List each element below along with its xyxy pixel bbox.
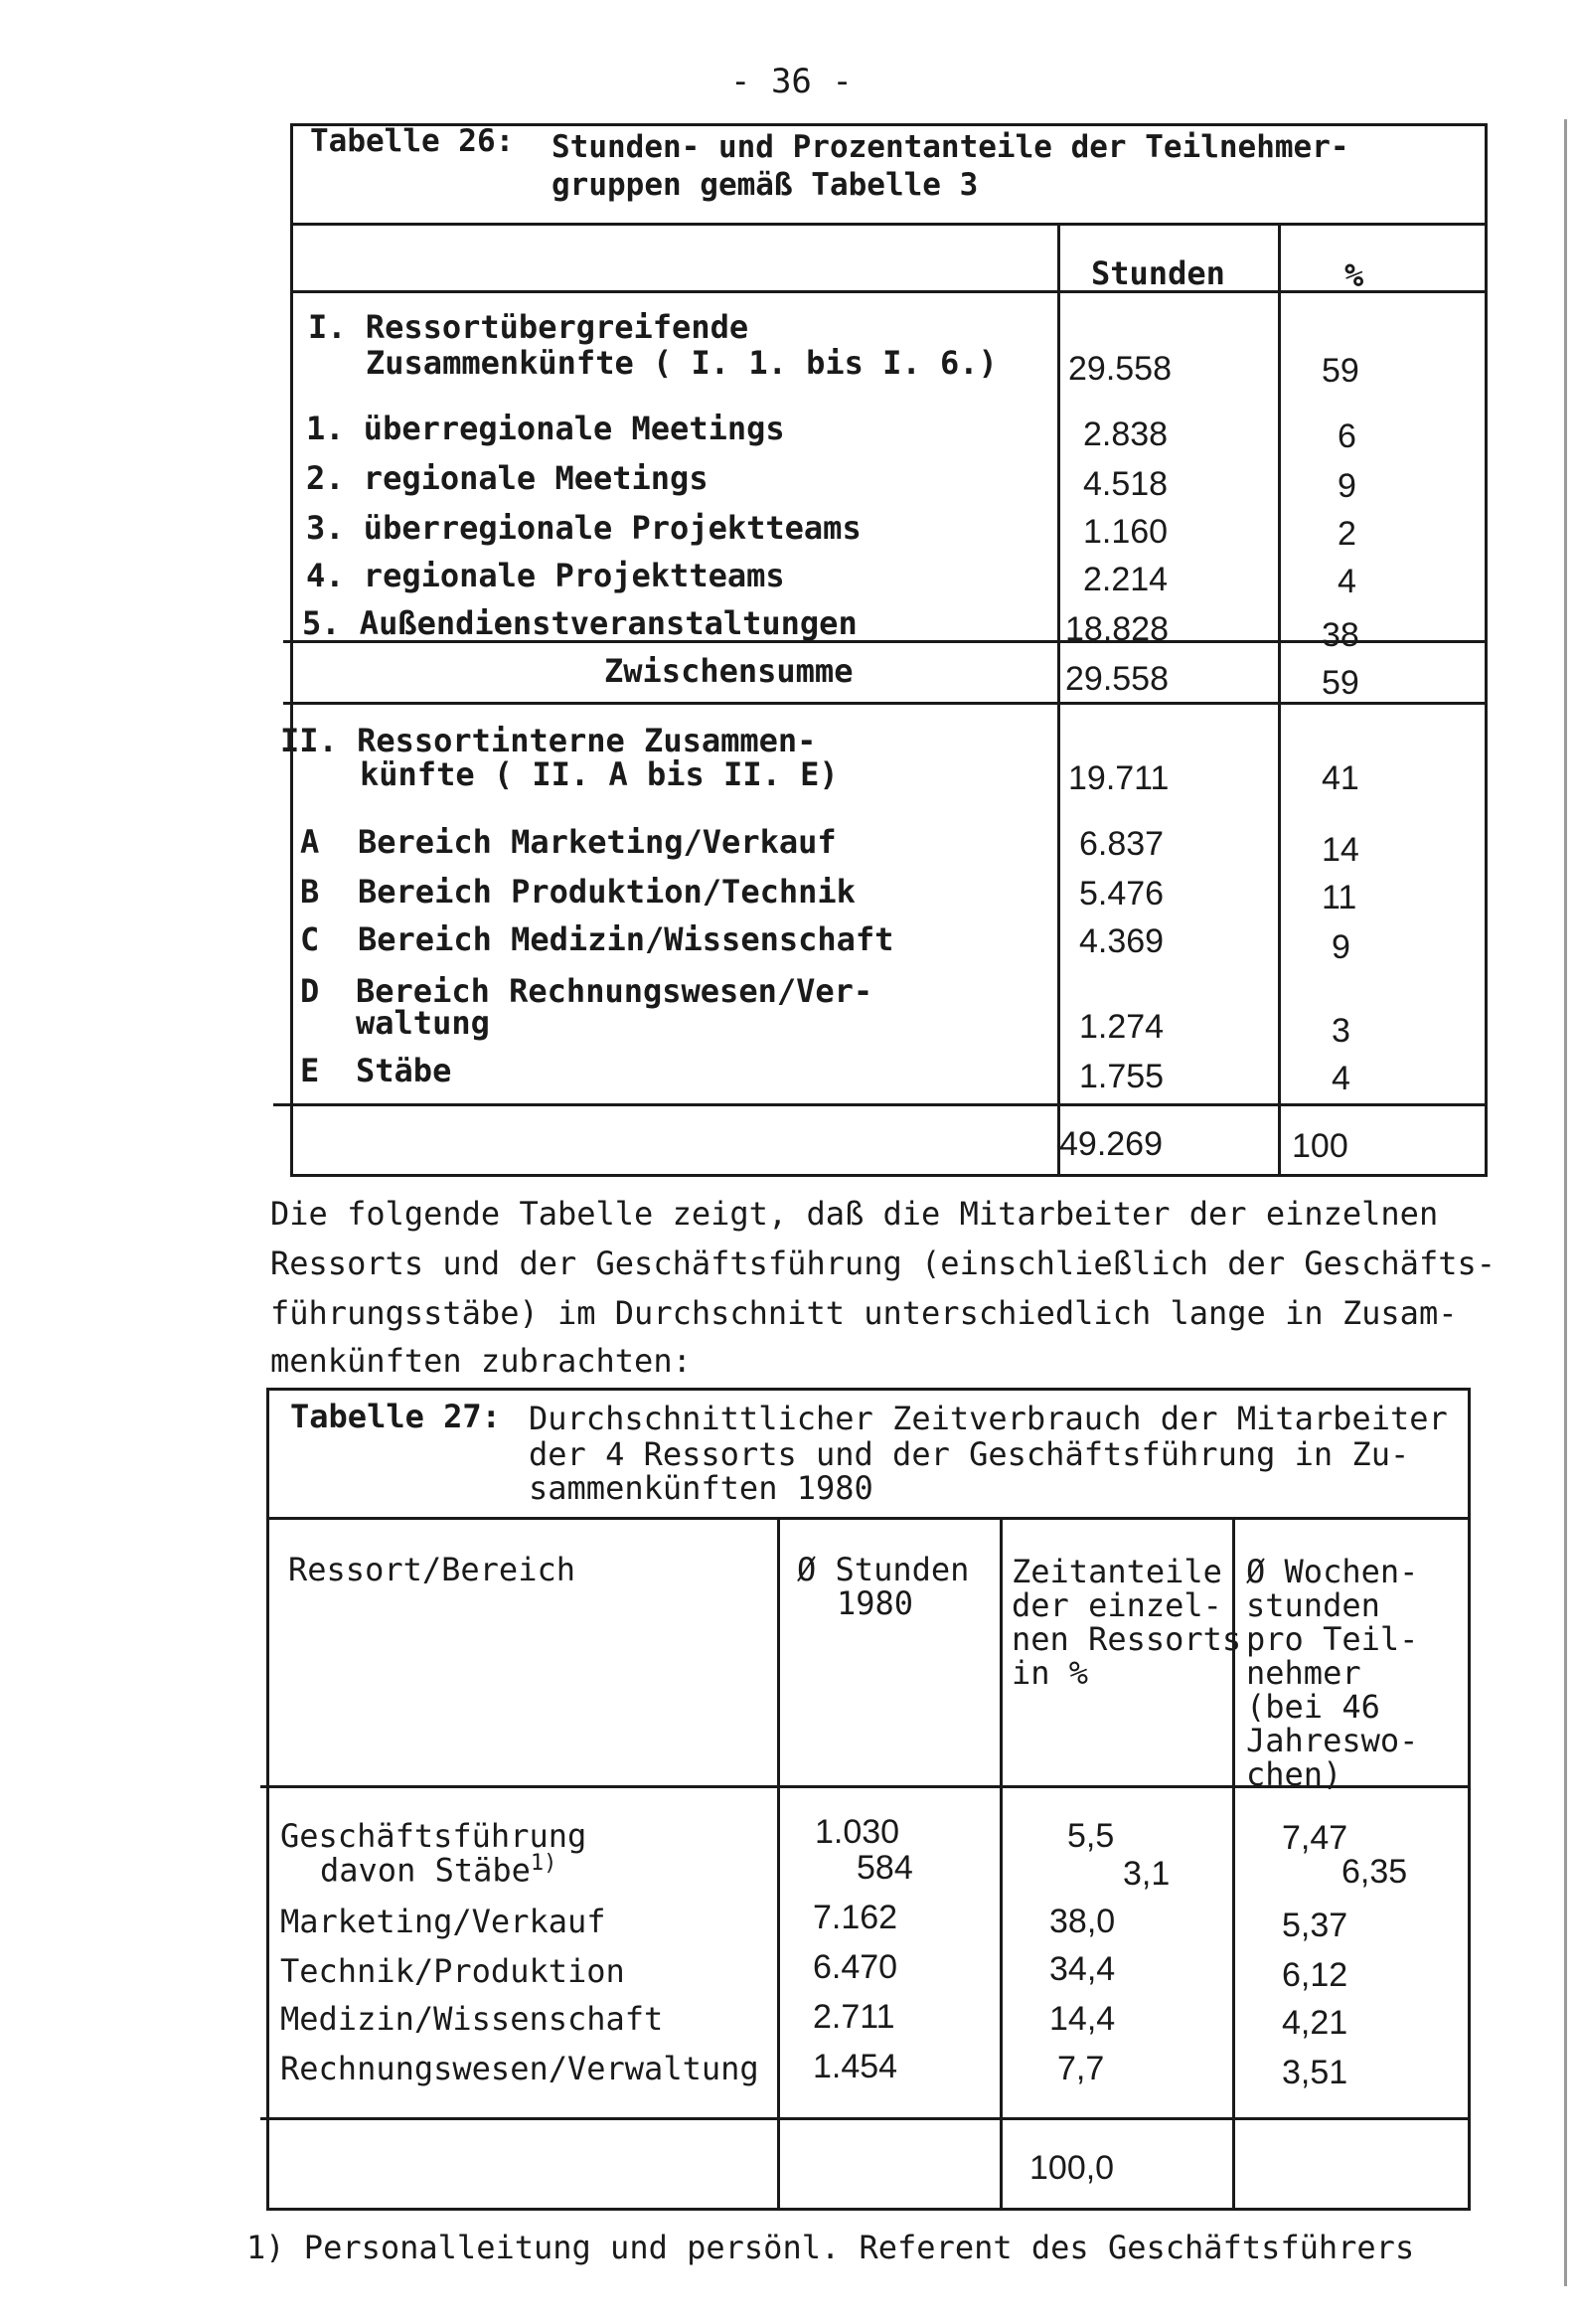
table-26-row-label: 5. Außendienstveranstaltungen (302, 604, 858, 642)
table-26-caption-label: Tabelle 26: (310, 123, 515, 159)
table-27-header-weekly: Ø Wochen- (1246, 1553, 1419, 1590)
table-26-row-hours: 6.837 (1079, 825, 1165, 863)
table-26-row-hours: 1.755 (1079, 1058, 1165, 1095)
table-26-row-percent: 4 (1332, 1060, 1350, 1097)
table-27-header-share: der einzel- (1012, 1586, 1222, 1624)
table-26-group-1-label-cont: Zusammenkünfte ( I. 1. bis I. 6.) (366, 344, 998, 382)
table-27-col-rule-1 (777, 1517, 780, 2211)
table-27-row-label: Technik/Produktion (280, 1952, 625, 1990)
table-27-row-share: 14,4 (1049, 2000, 1116, 2038)
table-26-col-rule-1 (1057, 223, 1060, 1177)
table-27-row-hours: 2.711 (813, 1998, 895, 2036)
footnote: 1) Personalleitung und persönl. Referent des Geschäftsführers (246, 2229, 1415, 2266)
table-26-subtotal-bottom-rule (283, 702, 1488, 705)
table-27-header-weekly: stunden (1246, 1586, 1380, 1624)
table-27-row-weekly: 6,35 (1341, 1853, 1408, 1891)
table-26-col-rule-2 (1278, 223, 1281, 1177)
table-27-row-weekly: 5,37 (1282, 1907, 1348, 1944)
table-27-col-rule-2 (1000, 1517, 1003, 2211)
table-26-group-1-label: I. Ressortübergreifende (308, 308, 749, 346)
table-26-subtotal-hours: 29.558 (1065, 660, 1169, 698)
table-27-caption-rule (266, 1517, 1471, 1520)
table-26-group-2-label-cont: künfte ( II. A bis II. E) (360, 755, 839, 793)
table-27-row-label: Medizin/Wissenschaft (280, 2000, 664, 2038)
table-26-row-key: D (300, 972, 320, 1010)
table-27-header-share: in % (1012, 1654, 1089, 1692)
table-26-row-hours: 5.476 (1079, 875, 1165, 913)
table-27-row-share: 34,4 (1049, 1950, 1116, 1988)
table-27-row-hours: 1.454 (813, 2048, 898, 2085)
table-26-header-hours: Stunden (1091, 254, 1225, 292)
table-27-row-weekly: 6,12 (1282, 1956, 1348, 1994)
table-26-caption-rule (290, 223, 1488, 226)
table-26-caption-line-2: gruppen gemäß Tabelle 3 (552, 167, 979, 203)
table-26-row-key: C (300, 920, 320, 958)
table-26-row-label: 2. regionale Meetings (306, 459, 709, 497)
table-27-row-label (320, 1851, 556, 1890)
table-26-row-label: Bereich Marketing/Verkauf (358, 823, 837, 861)
paragraph-line: führungsstäbe) im Durchschnitt unterschiedlich lange in Zusam- (270, 1294, 1458, 1332)
table-26-group-2-label: II. Ressortinterne Zusammen- (280, 722, 817, 759)
scan-edge (1564, 119, 1567, 2286)
table-26-row-percent: 3 (1332, 1012, 1350, 1050)
table-26-row-label: 3. überregionale Projektteams (306, 509, 862, 547)
table-26-row-percent: 14 (1322, 831, 1359, 869)
table-26-row-label: Bereich Produktion/Technik (358, 873, 856, 911)
paragraph-line: menkünften zubrachten: (270, 1342, 692, 1380)
table-26-row-label: 4. regionale Projektteams (306, 557, 785, 594)
table-27-caption-label: Tabelle 27: (290, 1398, 501, 1435)
table-26-row-label: Stäbe (356, 1052, 452, 1089)
table-26-row-key: E (300, 1052, 320, 1089)
table-26-header-percent: % (1344, 256, 1364, 294)
table-27-row-share: 3,1 (1123, 1855, 1171, 1893)
table-26-total-hours: 49.269 (1059, 1125, 1163, 1163)
table-26-header-rule (290, 290, 1488, 293)
table-26-group-2-hours: 19.711 (1068, 759, 1170, 797)
table-26-row-label: Bereich Medizin/Wissenschaft (358, 920, 894, 958)
table-27-row-share: 5,5 (1067, 1817, 1115, 1855)
table-27-row-weekly: 7,47 (1282, 1819, 1348, 1857)
table-27-header-weekly: chen) (1246, 1755, 1342, 1793)
footnote-marker: 1) (530, 1851, 557, 1876)
table-26-row-label: Bereich Rechnungswesen/Ver- (356, 972, 873, 1010)
table-27-header-weekly: pro Teil- (1246, 1620, 1419, 1658)
table-27-row-hours: 1.030 (815, 1813, 900, 1851)
table-27-total-rule (260, 2117, 1471, 2120)
table-27-header-weekly: Jahreswo- (1246, 1722, 1419, 1759)
table-26-row-key: A (300, 823, 320, 861)
table-27-total-share: 100,0 (1029, 2149, 1115, 2187)
table-26-subtotal-percent: 59 (1322, 664, 1359, 702)
table-26-row-hours: 1.274 (1079, 1008, 1165, 1046)
table-26-total-rule (273, 1103, 1488, 1106)
table-26-row-percent: 38 (1322, 616, 1359, 654)
table-27-caption-line-3: sammenkünften 1980 (529, 1469, 873, 1507)
table-27-row-label: Marketing/Verkauf (280, 1903, 606, 1940)
table-26-subtotal-label: Zwischensumme (604, 652, 854, 690)
table-26-row-percent: 9 (1332, 928, 1350, 966)
table-26-row-key: B (300, 873, 320, 911)
table-26-row-hours: 1.160 (1083, 513, 1169, 551)
table-27-header-hours: Ø Stunden (797, 1551, 970, 1588)
table-27-header-hours-year: 1980 (837, 1584, 914, 1622)
table-27-row-weekly: 3,51 (1282, 2054, 1348, 2091)
table-26-total-percent: 100 (1292, 1127, 1348, 1165)
paragraph-line: Ressorts und der Geschäftsführung (einschließlich der Geschäfts- (270, 1245, 1496, 1282)
table-27-header-share: nen Ressorts (1012, 1620, 1242, 1658)
table-26-group-2-percent: 41 (1322, 759, 1359, 797)
table-27-row-share: 38,0 (1049, 1903, 1116, 1940)
table-26-row-percent: 2 (1338, 515, 1356, 553)
table-26-row-percent: 4 (1338, 563, 1356, 600)
table-26-caption-line-1: Stunden- und Prozentanteile der Teilnehmer- (552, 129, 1349, 165)
table-27-caption-line-1: Durchschnittlicher Zeitverbrauch der Mitarbeiter (529, 1400, 1448, 1437)
table-27-row-hours: 7.162 (813, 1899, 898, 1936)
table-26-row-hours: 4.369 (1079, 922, 1165, 960)
table-27-header-share: Zeitanteile (1012, 1553, 1222, 1590)
table-27-row-share: 7,7 (1057, 2050, 1105, 2087)
table-27-header-weekly: nehmer (1246, 1654, 1361, 1692)
table-27-row-label: Geschäftsführung (280, 1817, 587, 1855)
page-number: - 36 - (730, 62, 853, 101)
table-26-group-1-hours: 29.558 (1068, 350, 1172, 388)
table-27-header-ressort: Ressort/Bereich (288, 1551, 575, 1588)
table-26-row-hours: 2.214 (1083, 561, 1169, 598)
paragraph-line: Die folgende Tabelle zeigt, daß die Mitarbeiter der einzelnen (270, 1195, 1439, 1233)
table-27-row-hours: 584 (857, 1849, 913, 1887)
table-27-caption-line-2: der 4 Ressorts und der Geschäftsführung in Zu- (529, 1435, 1410, 1473)
table-26-row-hours: 4.518 (1083, 465, 1169, 503)
table-26-row-label-cont: waltung (356, 1004, 490, 1042)
table-27-row-weekly: 4,21 (1282, 2004, 1348, 2042)
table-26-row-hours: 2.838 (1083, 415, 1169, 453)
table-27-row-hours: 6.470 (813, 1948, 898, 1986)
table-26-group-1-percent: 59 (1322, 352, 1359, 390)
table-26-row-percent: 11 (1322, 879, 1357, 916)
table-26-row-label: 1. überregionale Meetings (306, 410, 785, 447)
table-27-header-weekly: (bei 46 (1246, 1688, 1380, 1726)
table-26-row-hours: 18.828 (1065, 610, 1169, 648)
table-27-row-label-text: davon Stäbe (320, 1851, 531, 1890)
table-26-row-percent: 6 (1338, 417, 1356, 455)
table-26-row-percent: 9 (1338, 467, 1356, 505)
table-27-row-label: Rechnungswesen/Verwaltung (280, 2050, 759, 2087)
